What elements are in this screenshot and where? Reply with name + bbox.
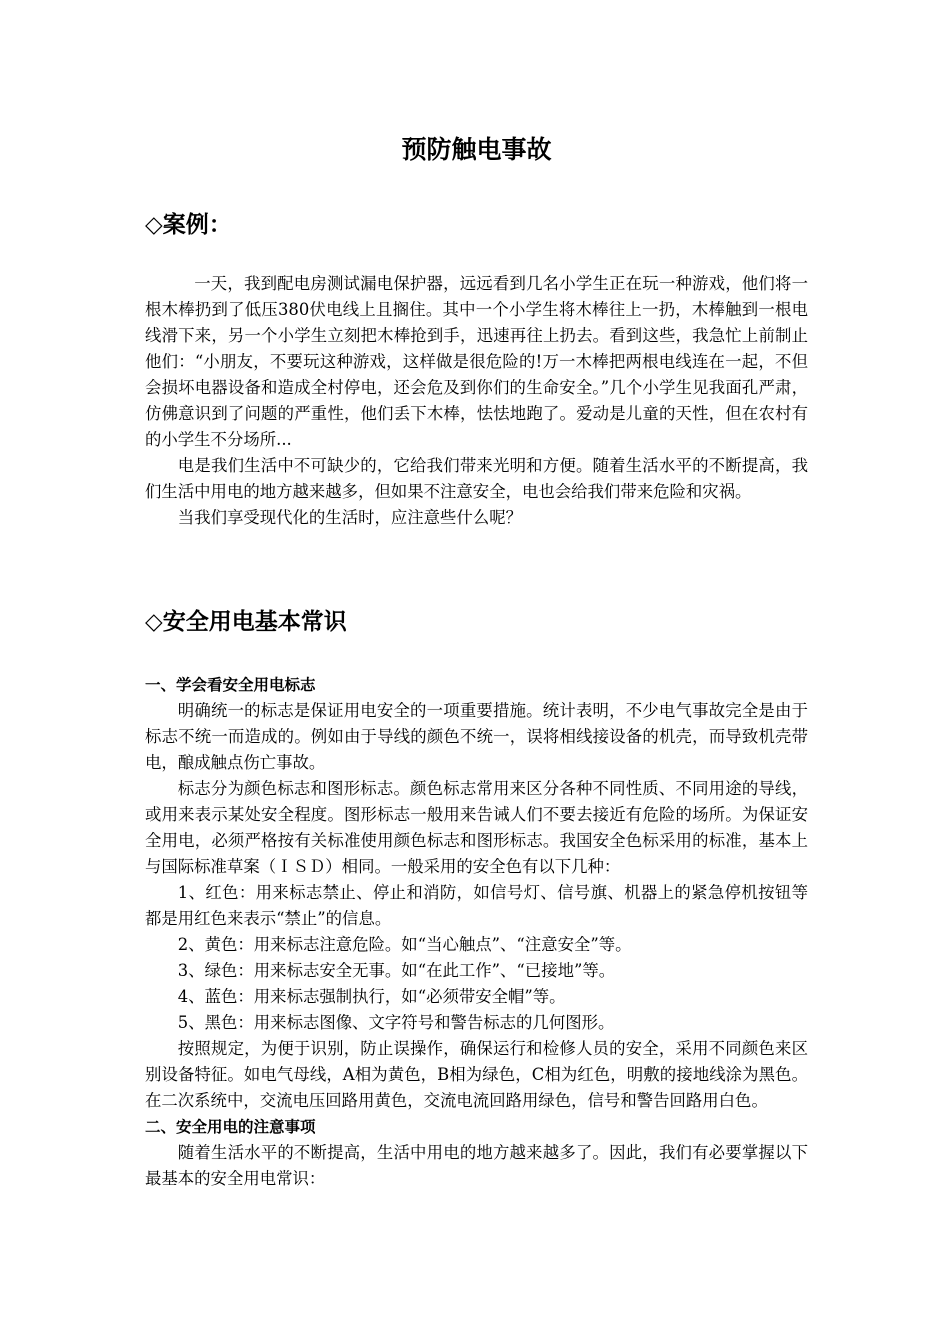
case-paragraph: 电是我们生活中不可缺少的，它给我们带来光明和方便。随着生活水平的不断提高，我们生活中用电的地方越来越多，但如果不注意安全，电也会给我们带来危险和灾祸。 [145,456,808,501]
section2-paragraph: 随着生活水平的不断提高，生活中用电的地方越来越多了。因此，我们有必要掌握以下最基本的安全用电常识： [145,1143,808,1188]
color-item-red: 1、红色：用来标志禁止、停止和消防，如信号灯、信号旗、机器上的紧急停机按钮等都是用红色来表示“禁止”的信息。 [145,883,808,928]
color-item-blue: 4、蓝色：用来标志强制执行，如“必须带安全帽”等。 [177,987,566,1006]
section1-paragraph: 明确统一的标志是保证用电安全的一项重要措施。统计表明，不少电气事故完全是由于标志不统一而造成的。例如由于导线的颜色不统一，误将相线接设备的机壳，而导致机壳带电，酿成触点伤亡事故。 [145,701,808,772]
case-paragraph: 当我们享受现代化的生活时，应注意些什么呢？ [177,508,522,527]
section1-paragraph: 标志分为颜色标志和图形标志。颜色标志常用来区分各种不同性质、不同用途的导线，或用来表示某处安全程度。图形标志一般用来告诫人们不要去接近有危险的场所。为保证安全用电，必须严格按有关标准使用颜色标志和图形标志。我国安全色标采用的标准，基本上与国际标准草案（ＩＳＤ）相同。一般采用的安全色有以下几种： [145,779,808,876]
case-heading: ◇案例： [145,212,232,238]
section1-title: 一、学会看安全用电标志 [145,676,316,694]
color-item-yellow: 2、黄色：用来标志注意危险。如“当心触点”、“注意安全”等。 [177,935,632,954]
color-item-black: 5、黑色：用来标志图像、文字符号和警告标志的几何图形。 [177,1013,615,1032]
case-section [145,271,808,531]
section2-title: 二、安全用电的注意事项 [145,1118,316,1136]
basic-knowledge-section [145,672,808,1192]
document-title: 预防触电事故 [401,135,552,164]
section1-paragraph: 按照规定，为便于识别，防止误操作，确保运行和检修人员的安全，采用不同颜色来区别设备特征。如电气母线，A相为黄色，B相为绿色，C相为红色，明敷的接地线涂为黑色。在二次系统中，交流电压回路用黄色，交流电流回路用绿色，信号和警告回路用白色。 [145,1039,808,1110]
basic-knowledge-heading: ◇安全用电基本常识 [145,609,347,635]
case-paragraph: 一天，我到配电房测试漏电保护器，远远看到几名小学生正在玩一种游戏，他们将一根木棒扔到了低压380伏电线上且搁住。其中一个小学生将木棒往上一扔，木棒触到一根电线滑下来，另一个小学生立刻把木棒抢到手，迅速再往上扔去。看到这些，我急忙上前制止他们：“小朋友，不要玩这种游戏，这样做是很危险的!万一木棒把两根电线连在一起，不但会损坏电器设备和造成全村停电，还会危及到你们的生命安全。”几个小学生见我面孔严肃，仿佛意识到了问题的严重性，他们丢下木棒，怯怯地跑了。爱动是儿童的天性，但在农村有的小学生不分场所... [145,274,808,449]
color-item-green: 3、绿色：用来标志安全无事。如“在此工作”、“已接地”等。 [177,961,616,980]
